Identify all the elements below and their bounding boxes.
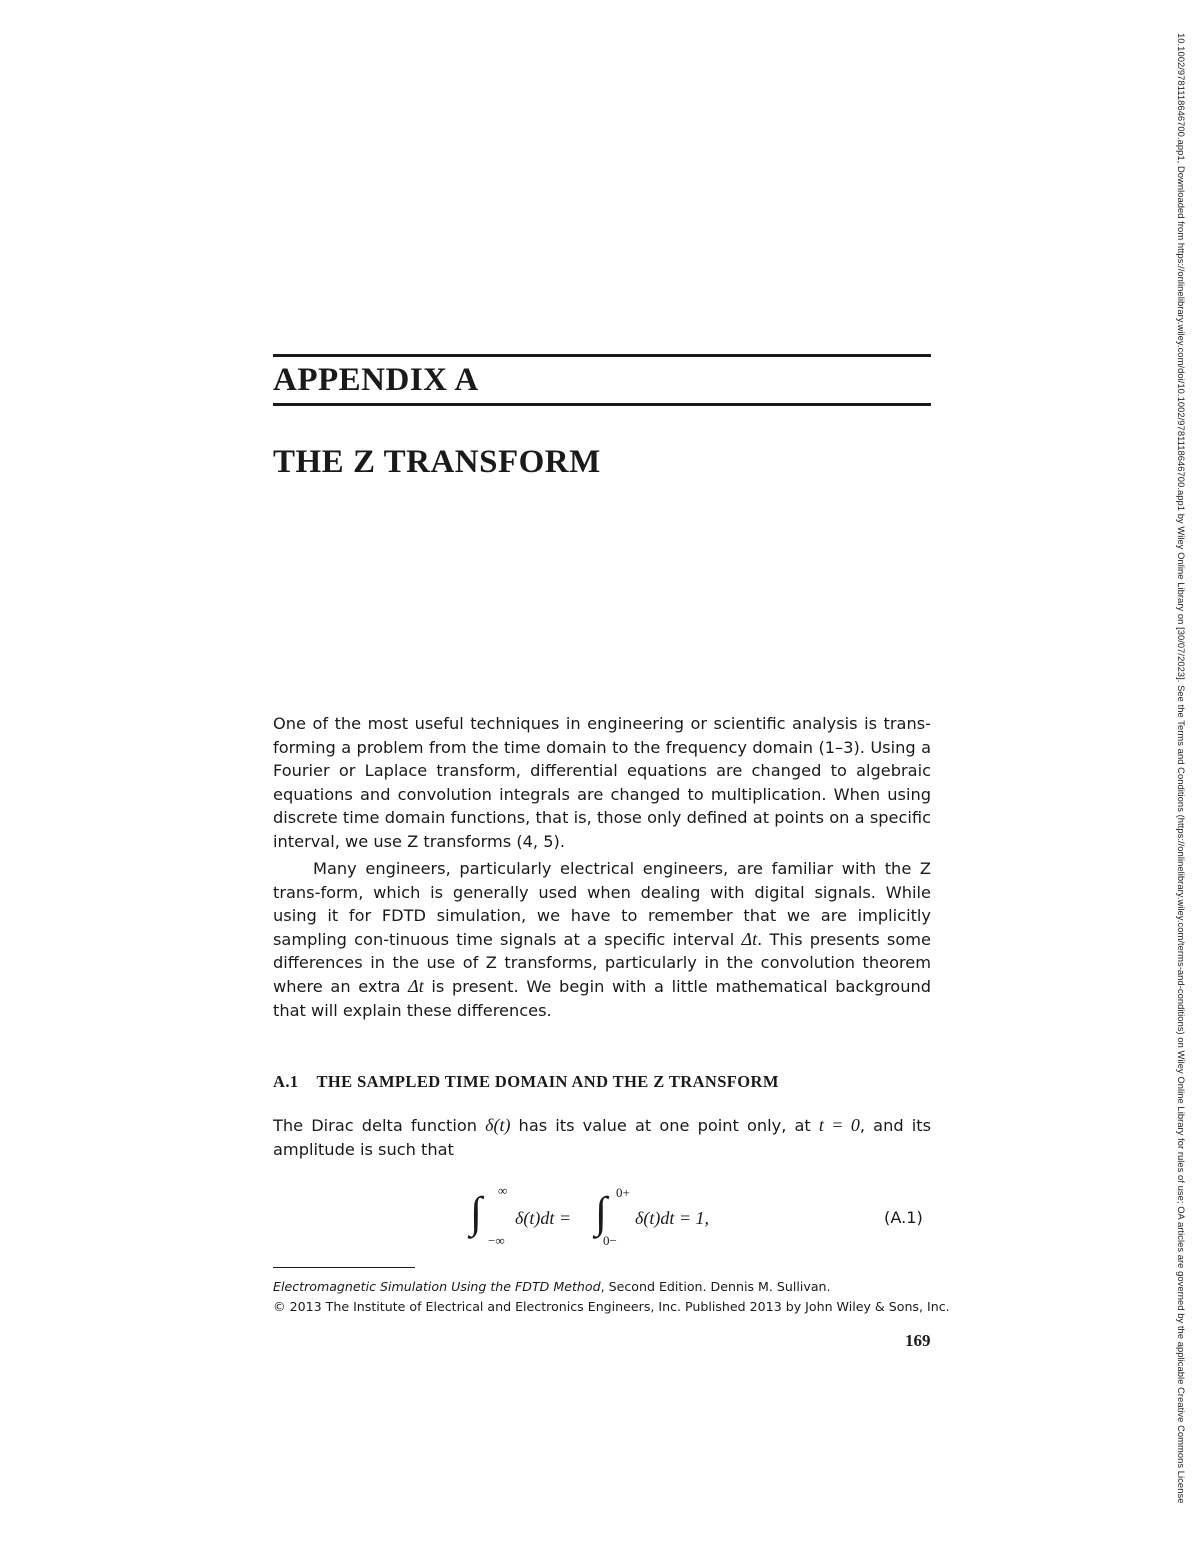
integral-upper-limit: 0+	[616, 1185, 630, 1200]
footnote-copyright: © 2013 The Institute of Electrical and Electronics Engineers, Inc. Published 2013 by John Wiley & Sons, Inc.	[273, 1299, 950, 1314]
footnote-citation	[273, 1279, 973, 1294]
appendix-label: APPENDIX A	[273, 362, 479, 398]
equation-number: (A.1)	[884, 1208, 923, 1227]
section-number: A.1	[273, 1072, 299, 1091]
delta-t-symbol: Δt	[741, 928, 758, 949]
integral-upper-limit: ∞	[498, 1183, 508, 1198]
paragraph-text: . This presents some differences in the use of Z transforms, particularly in the convolution theorem where an extra	[273, 929, 931, 996]
equation-a1	[470, 1183, 770, 1253]
dirac-delta-symbol: δ(t)	[485, 1115, 511, 1135]
integral-lower-limit: 0−	[603, 1233, 617, 1248]
paragraph-text: Many engineers, particularly electrical engineers, are familiar with the Z trans-form, which is generally used when dealing with digital signals. While using it for FDTD simulation, we have to remember that we are implicitly sampling con-tinuous time signals at a specific interval	[273, 859, 931, 949]
second-paragraph	[273, 857, 931, 1022]
delta-t-symbol: Δt	[408, 975, 424, 996]
footnote-rule	[273, 1267, 415, 1268]
chapter-title: THE Z TRANSFORM	[273, 444, 601, 480]
page-number: 169	[905, 1331, 931, 1350]
paragraph-text: , and its amplitude is such that	[273, 1116, 932, 1159]
paragraph-text: The Dirac delta function	[273, 1116, 486, 1135]
book-title: Electromagnetic Simulation Using the FDTD Method	[273, 1279, 601, 1294]
equation-term: δ(t)dt =	[515, 1208, 572, 1228]
integral-lower-limit: −∞	[488, 1233, 505, 1248]
chapter-rule-bottom	[273, 403, 931, 406]
integral-sign: ∫	[595, 1188, 608, 1237]
dirac-paragraph	[273, 1114, 931, 1161]
footnote-text: , Second Edition. Dennis M. Sullivan.	[600, 1279, 831, 1294]
t-equals-zero: t = 0	[818, 1115, 860, 1135]
paragraph-text: has its value at one point only, at	[510, 1116, 819, 1135]
download-notice: 10.1002/9781118646700.app1, Downloaded from https://onlinelibrary.wiley.com/doi/10.1002/9781118646700.app1 by Wiley Online Library on [30/07/2023]. See the Terms and Conditions (https://onlinelibrary.wiley.com/terms-and-conditions) on Wiley Online Library for rules of use; OA articles are governed by the applicable Creative Commons License	[1176, 33, 1187, 1504]
paragraph-text: is present. We begin with a little mathematical background that will explain these differences.	[273, 976, 931, 1020]
chapter-rule-top	[273, 354, 931, 357]
section-heading	[273, 1072, 779, 1092]
section-title: THE SAMPLED TIME DOMAIN AND THE Z TRANSFORM	[316, 1072, 779, 1091]
equation-term: δ(t)dt = 1,	[635, 1208, 710, 1228]
integral-sign: ∫	[470, 1188, 483, 1237]
intro-paragraph: One of the most useful techniques in engineering or scientific analysis is trans-forming a problem from the time domain to the frequency domain (1–3). Using a Fourier or Laplace transform, differential equations are changed to algebraic equations and convolution integrals are changed to multiplication. When using discrete time domain functions, that is, those only defined at points on a specific interval, we use Z transforms (4, 5).	[273, 714, 931, 851]
